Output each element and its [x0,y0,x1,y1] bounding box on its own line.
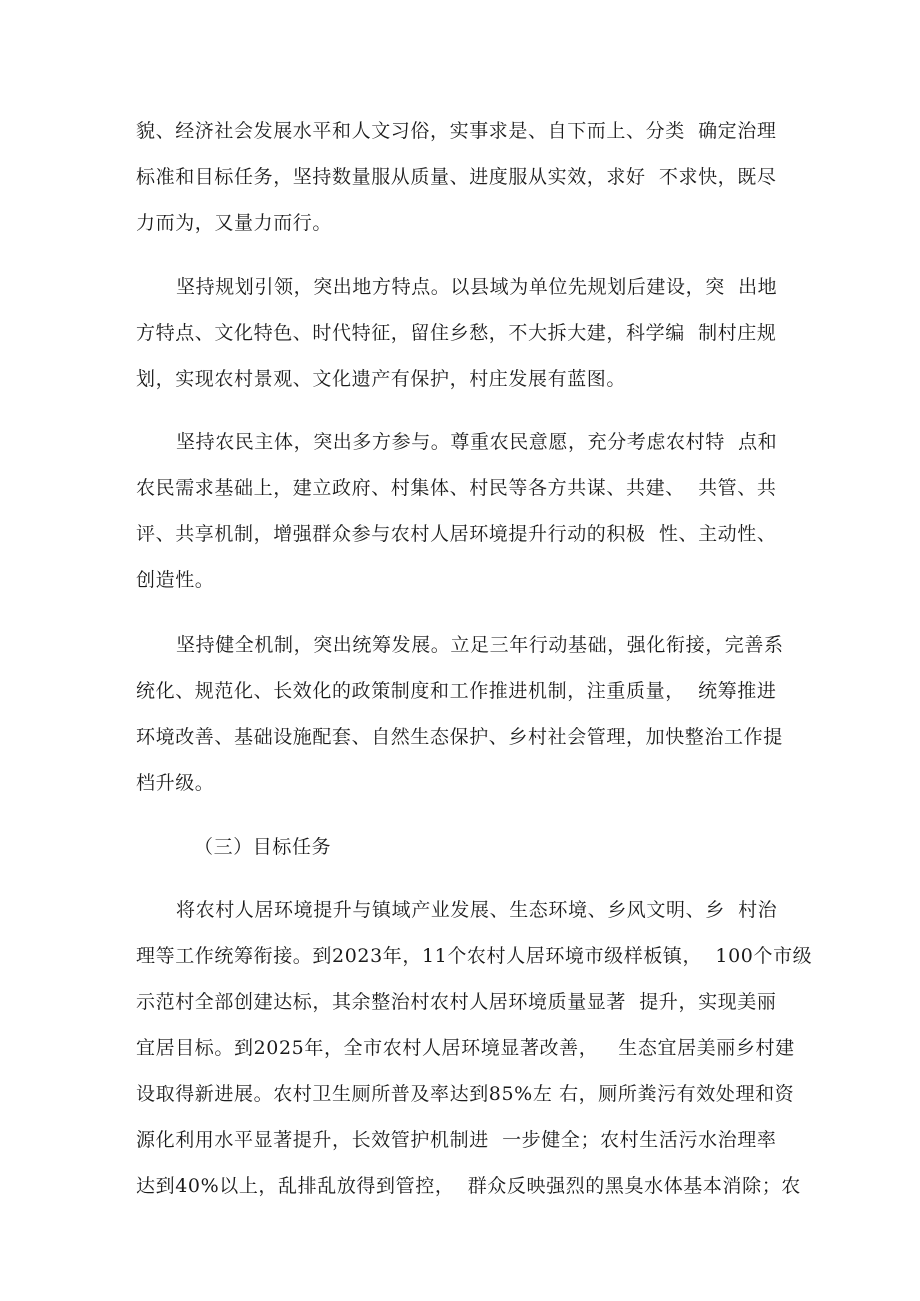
text-line: 环境改善、基础设施配套、自然生态保护、乡村社会管理，加快整治工作提 [136,726,783,748]
paragraph-start-line: 坚持规划引领，突出地方特点。以县域为单位先规划后建设，突 出地 [176,276,778,298]
text-line: 设取得新进展。农村卫生厕所普及率达到85%左 右，厕所粪污有效处理和资 [136,1083,795,1105]
paragraph-start-line: 坚持健全机制，突出统筹发展。立足三年行动基础，强化衔接，完善系 [176,634,784,656]
text-line: 档升级。 [136,772,215,794]
text-line: 达到40%以上，乱排乱放得到管控， 群众反映强烈的黑臭水体基本消除；农 [136,1175,801,1197]
text-line: 理等工作统筹衔接。到2023年，11个农村人居环境市级样板镇， 100个市级 [136,945,813,967]
text-line: 貌、经济社会发展水平和人文习俗，实事求是、自下而上、分类 确定治理 [136,120,777,142]
text-line: 创造性。 [136,569,215,591]
text-line: 评、共享机制，增强群众参与农村人居环境提升行动的积极 性、主动性、 [136,523,777,545]
paragraph-start-line: 将农村人居环境提升与镇域产业发展、生态环境、乡风文明、乡 村治 [176,899,778,921]
text-line: 力而为，又量力而行。 [136,212,333,234]
text-line: 标准和目标任务，坚持数量服从质量、进度服从实效，求好 不求快，既尽 [136,166,777,188]
text-line: 示范村全部创建达标，其余整治村农村人居环境质量显著 提升，实现美丽 [136,991,777,1013]
text-line: 宜居目标。到2025年，全市农村人居环境显著改善， 生态宜居美丽乡村建 [136,1037,795,1059]
text-line: 划，实现农村景观、文化遗产有保护，村庄发展有蓝图。 [136,368,627,390]
paragraph-start-line: 坚持农民主体，突出多方参与。尊重农民意愿，充分考虑农村特 点和 [176,431,778,453]
section-heading: （三）目标任务 [194,836,332,858]
text-line: 源化利用水平显著提升，长效管护机制进 一步健全；农村生活污水治理率 [136,1129,777,1151]
text-line: 统化、规范化、长效化的政策制度和工作推进机制，注重质量， 统筹推进 [136,680,777,702]
text-line: 方特点、文化特色、时代特征，留住乡愁，不大拆大建，科学编 制村庄规 [136,322,777,344]
text-line: 农民需求基础上，建立政府、村集体、村民等各方共谋、共建、 共管、共 [136,477,777,499]
